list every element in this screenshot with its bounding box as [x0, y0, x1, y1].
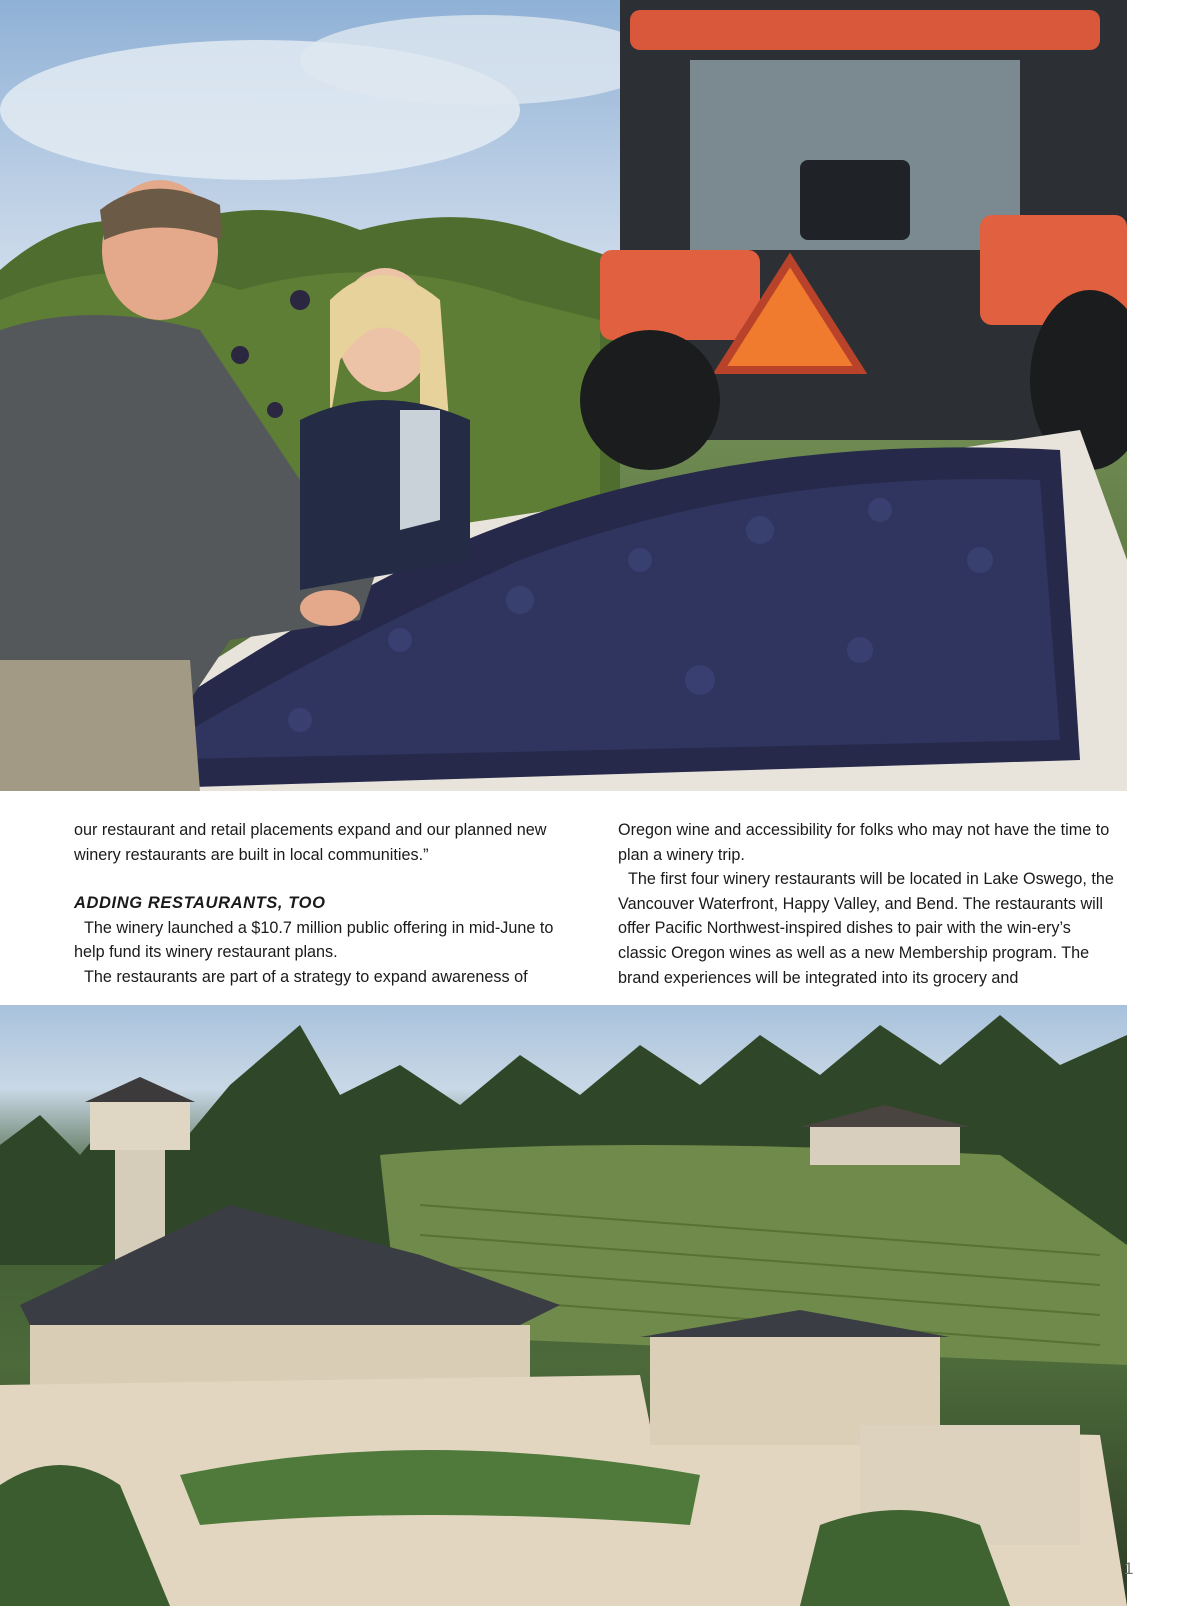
harvest-photo-illustration: [0, 0, 1127, 791]
winery-aerial-photo: [0, 1005, 1127, 1606]
article-paragraph: The first four winery restaurants will be located in Lake Oswego, the Vancouver Waterfront, Happy Valley, and Bend. The restaurants will offer Pacific Northwest-inspired dishes to pair with the win-ery’s classic Oregon wines as well as a new Membership program. The brand experiences will be integrated into its grocery and: [618, 870, 1114, 987]
article-paragraph: Oregon wine and accessibility for folks who may not have the time to plan a winery trip.: [618, 821, 1110, 864]
article-column-2: [618, 818, 1118, 990]
winery-aerial-illustration: [0, 1005, 1127, 1606]
article-paragraph: The winery launched a $10.7 million public offering in mid-June to help fund its winery restaurant plans.: [74, 918, 554, 962]
page-number: 1: [1124, 1559, 1134, 1578]
article-column-1: [74, 818, 574, 990]
article-paragraph: our restaurant and retail placements expand and our planned new winery restaurants are built in local communities.”: [74, 821, 547, 864]
section-subheading: ADDING RESTAURANTS, TOO: [74, 894, 326, 913]
article-columns: [74, 818, 1119, 990]
harvest-photo: [0, 0, 1127, 791]
article-paragraph: The restaurants are part of a strategy to expand awareness of: [84, 967, 528, 986]
